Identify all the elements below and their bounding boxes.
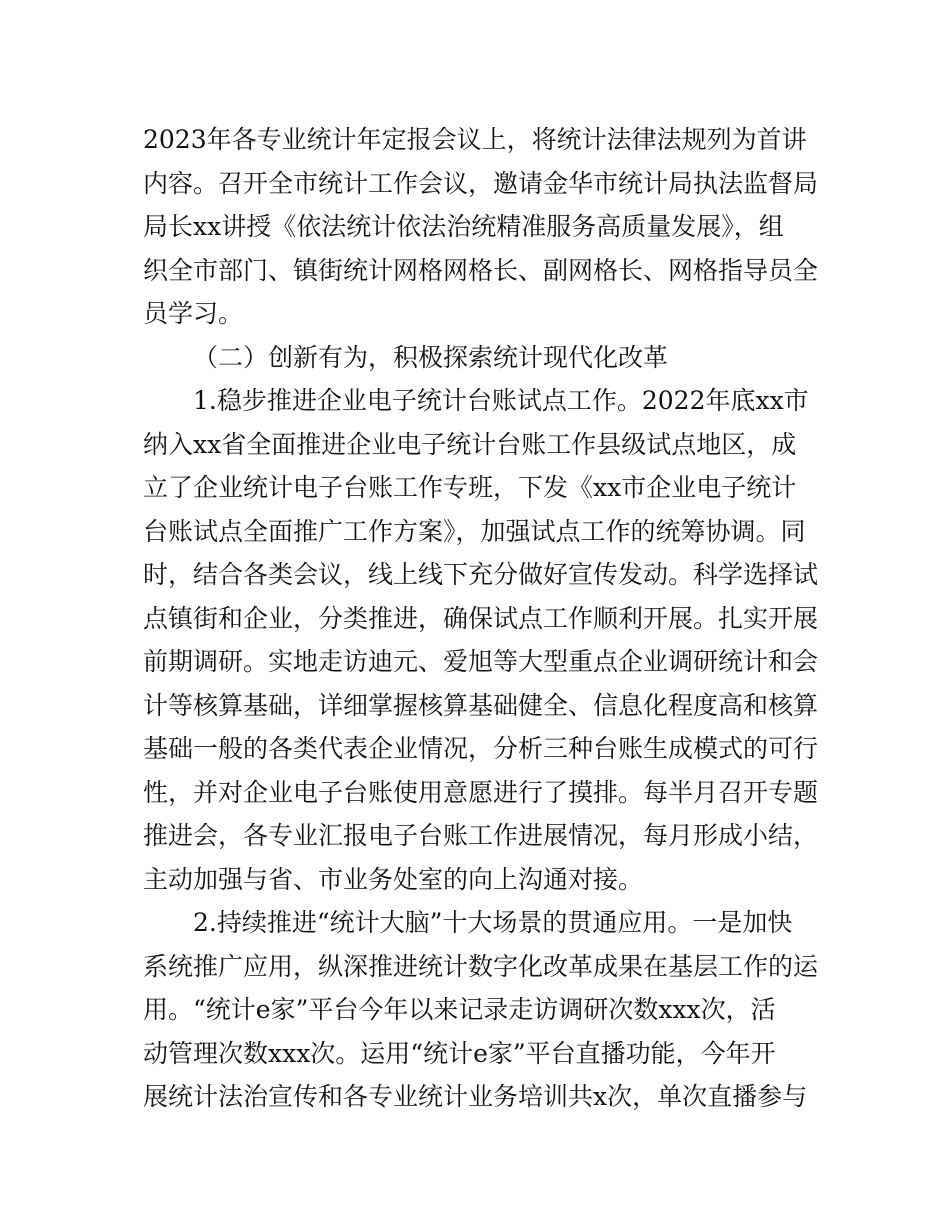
text-line: 点镇街和企业，分类推进，确保试点工作顺利开展。扎实开展 [143,603,819,633]
text-line: 主动加强与省、市业务处室的向上沟通对接。 [143,864,644,894]
text-line: 内容。召开全市统计工作会议，邀请金华市统计局执法监督局 [143,168,819,198]
text-line: 台账试点全面推广工作方案》，加强试点工作的统筹协调。同 [143,516,806,546]
text-line: 纳入xx省全面推进企业电子统计台账工作县级试点地区，成 [143,429,797,459]
text-line: 动管理次数xxx次。运用“统计e家”平台直播功能，今年开 [143,1038,776,1068]
text-line: 前期调研。实地走访迪元、爱旭等大型重点企业调研统计和会 [143,647,819,676]
text-line: 计等核算基础，详细掌握核算基础健全、信息化程度高和核算 [143,690,819,720]
text-line: 推进会，各专业汇报电子台账工作进展情况，每月形成小结， [143,821,819,850]
text-line: 员学习。 [143,299,244,328]
text-line: 2023年各专业统计年定报会议上，将统计法律法规列为首讲 [143,125,807,154]
text-line: 2.持续推进“统计大脑”十大场景的贯通应用。一是加快 [193,908,793,937]
text-line: 展统计法治宣传和各专业统计业务培训共x次，单次直播参与 [143,1082,808,1111]
text-line: 时，结合各类会议，线上线下充分做好宣传发动。科学选择试 [143,560,819,589]
text-line: 性，并对企业电子台账使用意愿进行了摸排。每半月召开专题 [143,777,819,807]
document-body [143,118,819,1119]
text-line: 用。“统计e家”平台今年以来记录走访调研次数xxx次，活 [143,995,776,1024]
text-line: 局长xx讲授《依法统计依法治统精准服务高质量发展》，组 [143,212,784,241]
text-line: 基础一般的各类代表企业情况，分析三种台账生成模式的可行 [143,734,819,763]
text-line: 立了企业统计电子台账工作专班，下发《xx市企业电子统计 [143,473,797,502]
text-line: 织全市部门、镇街统计网格网格长、副网格长、网格指导员全 [143,255,819,285]
text-line: 系统推广应用，纵深推进统计数字化改革成果在基层工作的运 [143,951,819,981]
section-heading: （二）创新有为，积极探索统计现代化改革 [193,342,669,372]
text-line: 1.稳步推进企业电子统计台账试点工作。2022年底xx市 [193,386,809,415]
